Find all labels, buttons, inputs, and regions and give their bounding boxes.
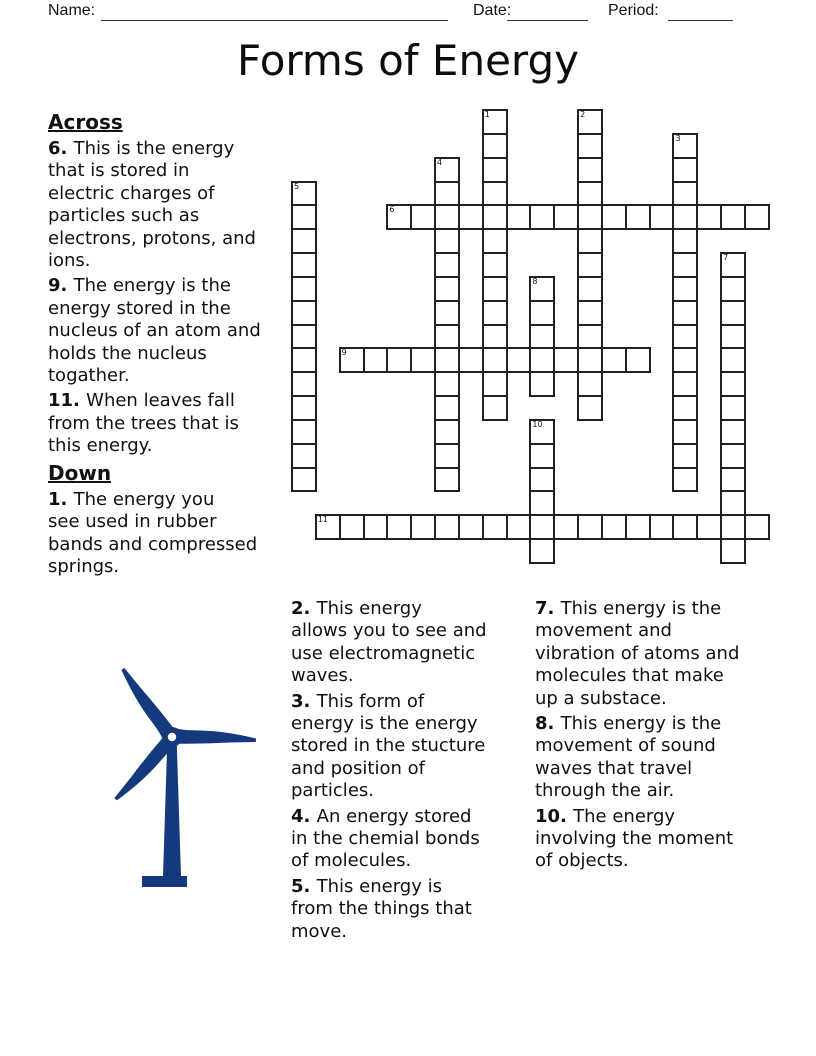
crossword-cell[interactable] [577, 395, 603, 421]
clue-line: from the trees that is [48, 412, 239, 434]
clue-across-6 [48, 138, 288, 272]
clue-line: 5. This energy is [291, 875, 442, 897]
clue-line: 2. This energy [291, 598, 422, 619]
crossword-cell[interactable] [744, 204, 770, 230]
crossword-cell[interactable] [482, 228, 508, 254]
crossword-cell[interactable] [529, 371, 555, 397]
crossword-cell[interactable] [672, 181, 698, 207]
clue-across-11 [48, 390, 288, 457]
crossword-cell[interactable] [672, 133, 698, 159]
cell-number: 4 [437, 157, 443, 167]
crossword-cell[interactable] [434, 157, 460, 183]
crossword-cell[interactable] [672, 419, 698, 445]
crossword-cell[interactable] [720, 490, 746, 516]
crossword-cell[interactable] [506, 514, 532, 540]
clue-line: and position of [291, 757, 425, 779]
clue-line: through the air. [535, 780, 675, 802]
cell-number: 11 [317, 515, 329, 525]
crossword-cell[interactable] [720, 514, 746, 540]
clue-line: electric charges of [48, 182, 215, 204]
clue-number: 7. [535, 598, 561, 619]
crossword-cell[interactable] [291, 300, 317, 326]
crossword-cell[interactable] [577, 300, 603, 326]
clue-line: stored in the stucture [291, 735, 486, 757]
crossword-cell[interactable] [482, 109, 508, 135]
crossword-cell[interactable] [410, 347, 436, 373]
crossword-cell[interactable] [577, 204, 603, 230]
crossword-cell[interactable] [529, 514, 555, 540]
crossword-cell[interactable] [386, 347, 412, 373]
clue-line: nucleus of an atom and [48, 320, 261, 342]
name-label: Name: [48, 2, 96, 19]
crossword-cell[interactable] [363, 514, 389, 540]
clue-line: waves. [291, 665, 354, 687]
down-heading: Down [48, 460, 112, 485]
clue-line: this energy. [48, 435, 153, 457]
crossword-cell[interactable] [720, 300, 746, 326]
clue-line: from the things that [291, 898, 472, 920]
cell-number: 5 [294, 181, 300, 191]
crossword-cell[interactable] [696, 514, 722, 540]
cell-number: 6 [389, 205, 395, 215]
crossword-cell[interactable] [672, 347, 698, 373]
clue-down-1 [48, 489, 288, 579]
page-title: Forms of Energy [237, 36, 579, 85]
crossword-cell[interactable] [672, 467, 698, 493]
clue-line: electrons, protons, and [48, 227, 256, 249]
crossword-cell[interactable] [434, 443, 460, 469]
crossword-cell[interactable] [291, 467, 317, 493]
crossword-cell[interactable] [291, 443, 317, 469]
crossword-cell[interactable] [339, 514, 365, 540]
clue-line: of objects. [535, 850, 629, 872]
crossword-cell[interactable] [434, 514, 460, 540]
clue-line: 1. The energy you [48, 488, 215, 510]
crossword-cell[interactable] [553, 514, 579, 540]
crossword-cell[interactable] [506, 347, 532, 373]
crossword-cell[interactable] [577, 276, 603, 302]
crossword-cell[interactable] [434, 395, 460, 421]
crossword-cell[interactable] [720, 371, 746, 397]
crossword-cell[interactable] [577, 228, 603, 254]
crossword-cell[interactable] [720, 204, 746, 230]
crossword-cell[interactable] [672, 371, 698, 397]
date-label: Date: [473, 2, 512, 19]
clue-line: movement and [535, 620, 672, 642]
crossword-cell[interactable] [577, 252, 603, 278]
clues-column-right [535, 598, 787, 876]
clue-down-10 [535, 806, 787, 873]
crossword-cell[interactable] [291, 228, 317, 254]
crossword-cell[interactable] [434, 181, 460, 207]
crossword-cell[interactable] [553, 204, 579, 230]
crossword-cell[interactable] [482, 300, 508, 326]
crossword-cell[interactable] [672, 204, 698, 230]
cell-number: 10 [532, 419, 543, 429]
clue-line: 10. The energy [535, 805, 676, 827]
crossword-cell[interactable] [601, 514, 627, 540]
crossword-cell[interactable] [720, 347, 746, 373]
crossword-cell[interactable] [577, 371, 603, 397]
crossword-cell[interactable] [672, 514, 698, 540]
crossword-cell[interactable] [529, 419, 555, 445]
crossword-cell[interactable] [577, 324, 603, 350]
clue-line: movement of sound [535, 735, 716, 757]
clue-line: move. [291, 920, 347, 942]
clue-down-4 [291, 806, 523, 873]
clue-number: 1. [48, 488, 74, 510]
clue-number: 11. [48, 390, 87, 412]
clue-line: 11. When leaves fall [48, 390, 235, 412]
crossword-cell[interactable] [482, 395, 508, 421]
crossword-cell[interactable] [291, 324, 317, 350]
clue-number: 10. [535, 805, 574, 827]
crossword-cell[interactable] [720, 443, 746, 469]
crossword-cell[interactable] [672, 324, 698, 350]
wind-turbine-icon [60, 635, 260, 900]
clue-line: vibration of atoms and [535, 642, 740, 664]
cell-number: 1 [484, 110, 490, 119]
crossword-cell[interactable] [672, 443, 698, 469]
crossword-cell[interactable] [482, 181, 508, 207]
clue-line: energy stored in the [48, 297, 231, 319]
cell-number: 7 [723, 253, 729, 263]
crossword-cell[interactable] [529, 347, 555, 373]
crossword-cell[interactable] [482, 324, 508, 350]
cell-number: 8 [532, 276, 538, 286]
crossword-cell[interactable] [434, 467, 460, 493]
crossword-cell[interactable] [434, 419, 460, 445]
clue-number: 6. [48, 138, 74, 159]
crossword-cell[interactable] [744, 514, 770, 540]
cell-number: 2 [580, 110, 586, 119]
clue-number: 4. [291, 805, 317, 827]
clue-line: waves that travel [535, 757, 693, 779]
clue-line: 4. An energy stored [291, 805, 472, 827]
crossword-cell[interactable] [625, 347, 651, 373]
crossword-cell[interactable] [458, 204, 484, 230]
crossword-cell[interactable] [386, 204, 412, 230]
crossword-cell[interactable] [482, 133, 508, 159]
crossword-cell[interactable] [434, 347, 460, 373]
clue-number: 5. [291, 875, 317, 897]
crossword-cell[interactable] [291, 181, 317, 207]
crossword-cell[interactable] [529, 324, 555, 350]
crossword-cell[interactable] [529, 276, 555, 302]
crossword-cell[interactable] [291, 347, 317, 373]
clue-line: 9. The energy is the [48, 275, 231, 297]
clue-down-2 [291, 598, 523, 688]
clue-line: that is stored in [48, 160, 190, 182]
clue-line: togather. [48, 365, 130, 387]
crossword-cell[interactable] [672, 395, 698, 421]
crossword-cell[interactable] [529, 538, 555, 564]
crossword-cell[interactable] [577, 157, 603, 183]
clue-line: of molecules. [291, 850, 412, 872]
clue-line: ions. [48, 250, 91, 272]
clue-line: 8. This energy is the [535, 713, 722, 735]
crossword-cell[interactable] [672, 300, 698, 326]
crossword-cell[interactable] [482, 157, 508, 183]
crossword-cell[interactable] [529, 443, 555, 469]
clue-line: bands and compressed [48, 533, 258, 555]
clue-line: allows you to see and [291, 620, 487, 642]
crossword-cell[interactable] [434, 300, 460, 326]
crossword-cell[interactable] [410, 204, 436, 230]
across-heading: Across [48, 110, 123, 134]
crossword-cell[interactable] [482, 514, 508, 540]
clue-line: in the chemial bonds [291, 828, 480, 850]
crossword-cell[interactable] [529, 490, 555, 516]
crossword-cell[interactable] [601, 204, 627, 230]
crossword-cell[interactable] [434, 371, 460, 397]
crossword-cell[interactable] [458, 514, 484, 540]
crossword-cell[interactable] [720, 538, 746, 564]
crossword-cell[interactable] [672, 228, 698, 254]
crossword-cell[interactable] [529, 300, 555, 326]
crossword-cell[interactable] [291, 252, 317, 278]
clue-line: 7. This energy is the [535, 598, 722, 619]
crossword-cell[interactable] [720, 395, 746, 421]
crossword-cell[interactable] [553, 347, 579, 373]
crossword-cell[interactable] [529, 467, 555, 493]
crossword-cell[interactable] [291, 204, 317, 230]
clue-line: 6. This is the energy [48, 138, 235, 159]
crossword-cell[interactable] [625, 514, 651, 540]
crossword-cell[interactable] [649, 514, 675, 540]
cell-number: 9 [341, 348, 347, 358]
crossword-cell[interactable] [386, 514, 412, 540]
clues-column-left [48, 110, 288, 581]
crossword-cell[interactable] [625, 204, 651, 230]
crossword-cell[interactable] [458, 347, 484, 373]
crossword-cell[interactable] [529, 204, 555, 230]
crossword-cell[interactable] [315, 514, 341, 540]
clue-line: use electromagnetic [291, 642, 476, 664]
clue-down-3 [291, 691, 523, 803]
clues-column-middle [291, 598, 523, 946]
crossword-cell[interactable] [482, 371, 508, 397]
crossword-cell[interactable] [291, 371, 317, 397]
crossword-cell[interactable] [291, 395, 317, 421]
crossword-cell[interactable] [720, 419, 746, 445]
clue-line: 3. This form of [291, 690, 425, 712]
crossword-cell[interactable] [672, 276, 698, 302]
clue-down-5 [291, 876, 523, 943]
crossword-cell[interactable] [601, 347, 627, 373]
clue-line: particles. [291, 780, 374, 802]
crossword-cell[interactable] [434, 324, 460, 350]
crossword-cell[interactable] [577, 133, 603, 159]
crossword-cell[interactable] [577, 181, 603, 207]
crossword-cell[interactable] [434, 204, 460, 230]
crossword-cell[interactable] [363, 347, 389, 373]
crossword-cell[interactable] [410, 514, 436, 540]
clue-line: particles such as [48, 205, 200, 227]
cell-number: 3 [675, 133, 681, 143]
crossword-cell[interactable] [291, 419, 317, 445]
crossword-cell[interactable] [720, 252, 746, 278]
crossword-cell[interactable] [434, 252, 460, 278]
period-label: Period: [608, 2, 659, 19]
crossword-cell[interactable] [720, 276, 746, 302]
crossword-cell[interactable] [577, 347, 603, 373]
crossword-cell[interactable] [482, 347, 508, 373]
crossword-cell[interactable] [482, 276, 508, 302]
crossword-cell[interactable] [720, 467, 746, 493]
crossword-cell[interactable] [482, 252, 508, 278]
crossword-cell[interactable] [649, 204, 675, 230]
clue-number: 3. [291, 690, 317, 712]
clue-line: molecules that make [535, 665, 724, 687]
clue-line: holds the nucleus [48, 342, 207, 364]
clue-down-8 [535, 713, 787, 803]
clue-line: energy is the energy [291, 713, 478, 735]
clue-line: involving the moment [535, 828, 734, 850]
crossword-cell[interactable] [339, 347, 365, 373]
crossword-cell[interactable] [672, 157, 698, 183]
crossword-cell[interactable] [720, 324, 746, 350]
crossword-cell[interactable] [696, 204, 722, 230]
crossword-cell[interactable] [291, 276, 317, 302]
crossword-cell[interactable] [434, 276, 460, 302]
clue-number: 9. [48, 275, 74, 297]
clue-line: springs. [48, 555, 120, 577]
crossword-cell[interactable] [577, 109, 603, 135]
crossword-cell[interactable] [506, 204, 532, 230]
clue-number: 8. [535, 713, 561, 735]
crossword-cell[interactable] [482, 204, 508, 230]
clue-across-9 [48, 275, 288, 387]
crossword-cell[interactable] [434, 228, 460, 254]
clue-down-7 [535, 598, 787, 710]
crossword-cell[interactable] [577, 514, 603, 540]
clue-number: 2. [291, 598, 317, 619]
clue-line: see used in rubber [48, 511, 217, 533]
crossword-cell[interactable] [672, 252, 698, 278]
clue-line: up a substace. [535, 687, 667, 709]
